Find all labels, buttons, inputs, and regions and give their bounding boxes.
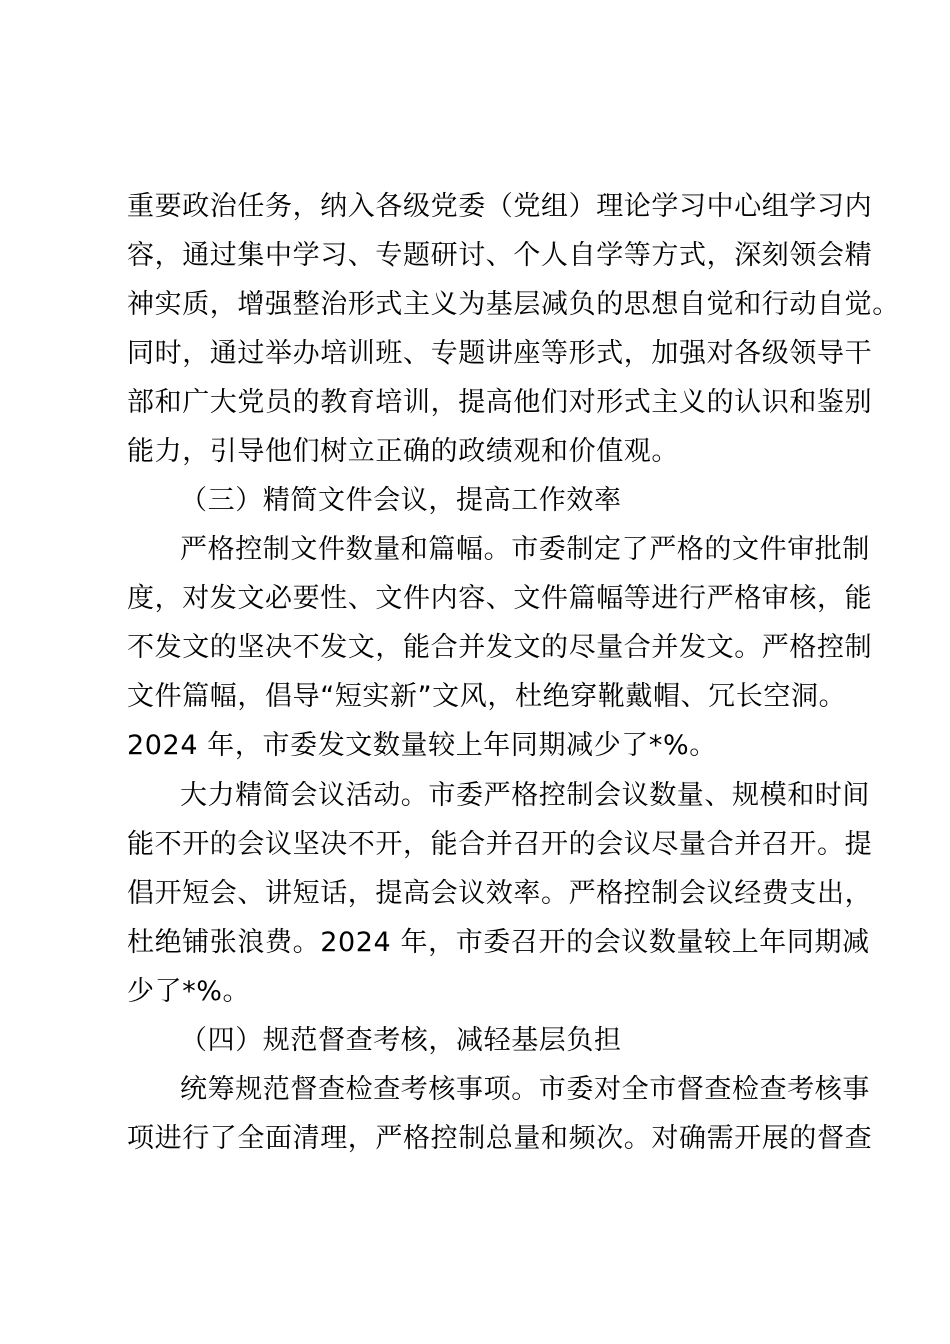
paragraph-line: 能力，引导他们树立正确的政绩观和价值观。 xyxy=(127,436,679,467)
paragraph-line: 部和广大党员的教育培训，提高他们对形式主义的认识和鉴别 xyxy=(127,387,873,418)
paragraph-line: 容，通过集中学习、专题研讨、个人自学等方式，深刻领会精 xyxy=(127,240,873,271)
paragraph-line: 度，对发文必要性、文件内容、文件篇幅等进行严格审核，能 xyxy=(127,583,873,614)
paragraph-line: 同时，通过举办培训班、专题讲座等形式，加强对各级领导干 xyxy=(127,338,873,369)
paragraph-line: 杜绝铺张浪费。2024 年，市委召开的会议数量较上年同期减 xyxy=(127,927,870,958)
paragraph-line: 少了*%。 xyxy=(127,976,251,1007)
paragraph-line: 神实质，增强整治形式主义为基层减负的思想自觉和行动自觉。 xyxy=(127,289,900,320)
paragraph-line: 文件篇幅，倡导“短实新”文风，杜绝穿靴戴帽、冗长空洞。 xyxy=(127,681,847,712)
section-heading: （四）规范督查考核，减轻基层负担 xyxy=(180,1025,622,1056)
paragraph-line: 能不开的会议坚决不开，能合并召开的会议尽量合并召开。提 xyxy=(127,829,873,860)
paragraph-line: 倡开短会、讲短话，提高会议效率。严格控制会议经费支出， xyxy=(127,878,873,909)
paragraph-line: 重要政治任务，纳入各级党委（党组）理论学习中心组学习内 xyxy=(127,191,873,222)
paragraph-line: 严格控制文件数量和篇幅。市委制定了严格的文件审批制 xyxy=(180,534,870,565)
paragraph-line: 大力精简会议活动。市委严格控制会议数量、规模和时间 xyxy=(180,780,870,811)
paragraph-line: 2024 年，市委发文数量较上年同期减少了*%。 xyxy=(127,730,717,761)
paragraph-line: 不发文的坚决不发文，能合并发文的尽量合并发文。严格控制 xyxy=(127,632,873,663)
section-heading: （三）精简文件会议，提高工作效率 xyxy=(180,485,622,516)
paragraph-line: 项进行了全面清理，严格控制总量和频次。对确需开展的督查 xyxy=(127,1123,873,1154)
paragraph-line: 统筹规范督查检查考核事项。市委对全市督查检查考核事 xyxy=(180,1074,870,1105)
